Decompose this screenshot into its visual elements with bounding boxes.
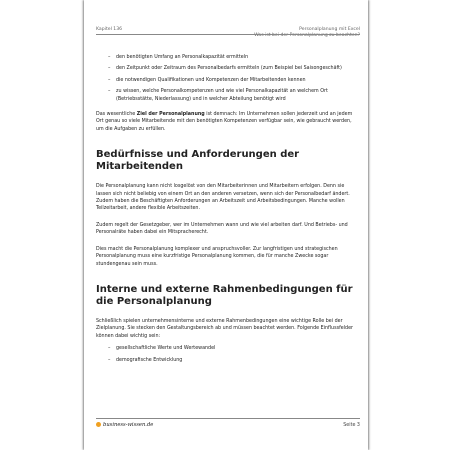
list-item: – den Zeitpunkt oder Zeitraum des Personalbedarfs ermitteln (zum Beispiel bei Saisongeschäft) [108,65,358,72]
body-paragraph: Die Personalplanung kann nicht losgelöst von den Mitarbeiterinnen und Mitarbeitern erfolgen. Denn sie lassen sich nicht beliebig von einem Ort an den anderen versetzen, wenn sich der Personalbedarf ändert. Zudem haben die Beschäftigten Anforderungen an Arbeitszeit und Arbeitsbedingungen. Manche wollen Teilzeitarbeit, andere flexible Arbeitszeiten. [96,184,350,212]
list-item: – die notwendigen Qualifikationen und Kompetenzen der Mitarbeitenden kennen [108,77,358,84]
list-item: – demografische Entwicklung [108,357,358,364]
goal-text-post: ist demnach: Im Unternehmen sollen jederzeit und an jedem Ort genau so viele Mitarbeitende mit den benötigten Kompetenzen verfügbar sein, wie gebraucht werden, um die Aufgaben zu erfüllen. [96,112,353,132]
body-paragraph: Zudem regelt der Gesetzgeber, wer im Unternehmen wann und wie viel arbeiten darf. Und Betriebs- und Personalräte haben dabei ein Mitspracherecht. [96,222,348,236]
list-item: – gesellschaftliche Werte und Wertewandel [108,345,358,352]
header-divider [96,34,360,35]
section-heading: Bedürfnisse und Anforderungen der Mitarbeitenden [96,149,300,173]
brand-logo[interactable] [96,422,153,428]
influence-list [96,345,358,364]
footer-divider [96,418,360,419]
body-paragraph: Schließlich spielen unternehmensinterne und externe Rahmenbedingungen eine wichtige Rolle bei der Zielplanung. Sie stecken den Gestaltungsbereich ab und müssen beachtet werden. Folgende Einflussfelder können dabei wichtig sein: [96,318,354,339]
logo-text: business-wissen.de [103,422,154,428]
logo-dot-icon [96,422,101,427]
list-item: – den benötigten Umfang an Personalkapazität ermitteln [108,54,358,61]
running-subtitle: Was ist bei der Personalplanung zu beachten? [254,33,360,38]
goal-paragraph [96,111,358,133]
goal-text-pre: Das wesentliche [96,112,137,118]
chapter-label: Kapitel 136 [96,27,123,32]
page-content [96,54,358,368]
running-title: Personalplanung mit Excel [299,27,360,32]
running-header [254,27,360,39]
page-number: Seite 3 [343,423,360,428]
list-item: – zu wissen, welche Personalkompetenzen und wie viel Personalkapazität an welchem Ort (Betriebsstätte, Niederlassung) und in welcher Abteilung benötigt wird [108,88,358,103]
goal-text-bold: Ziel der Personalplanung [136,112,205,118]
body-paragraph: Dies macht die Personalplanung komplexer und anspruchsvoller. Zur langfristigen und strategischen Personalplanung muss eine kurzfristige Personalplanung kommen, die für manche Zwecke sogar stundengenau sein muss. [96,246,338,267]
section-heading: Interne und externe Rahmenbedingungen für die Personalplanung [96,283,353,307]
requirements-list [96,54,358,103]
document-page [84,0,368,450]
